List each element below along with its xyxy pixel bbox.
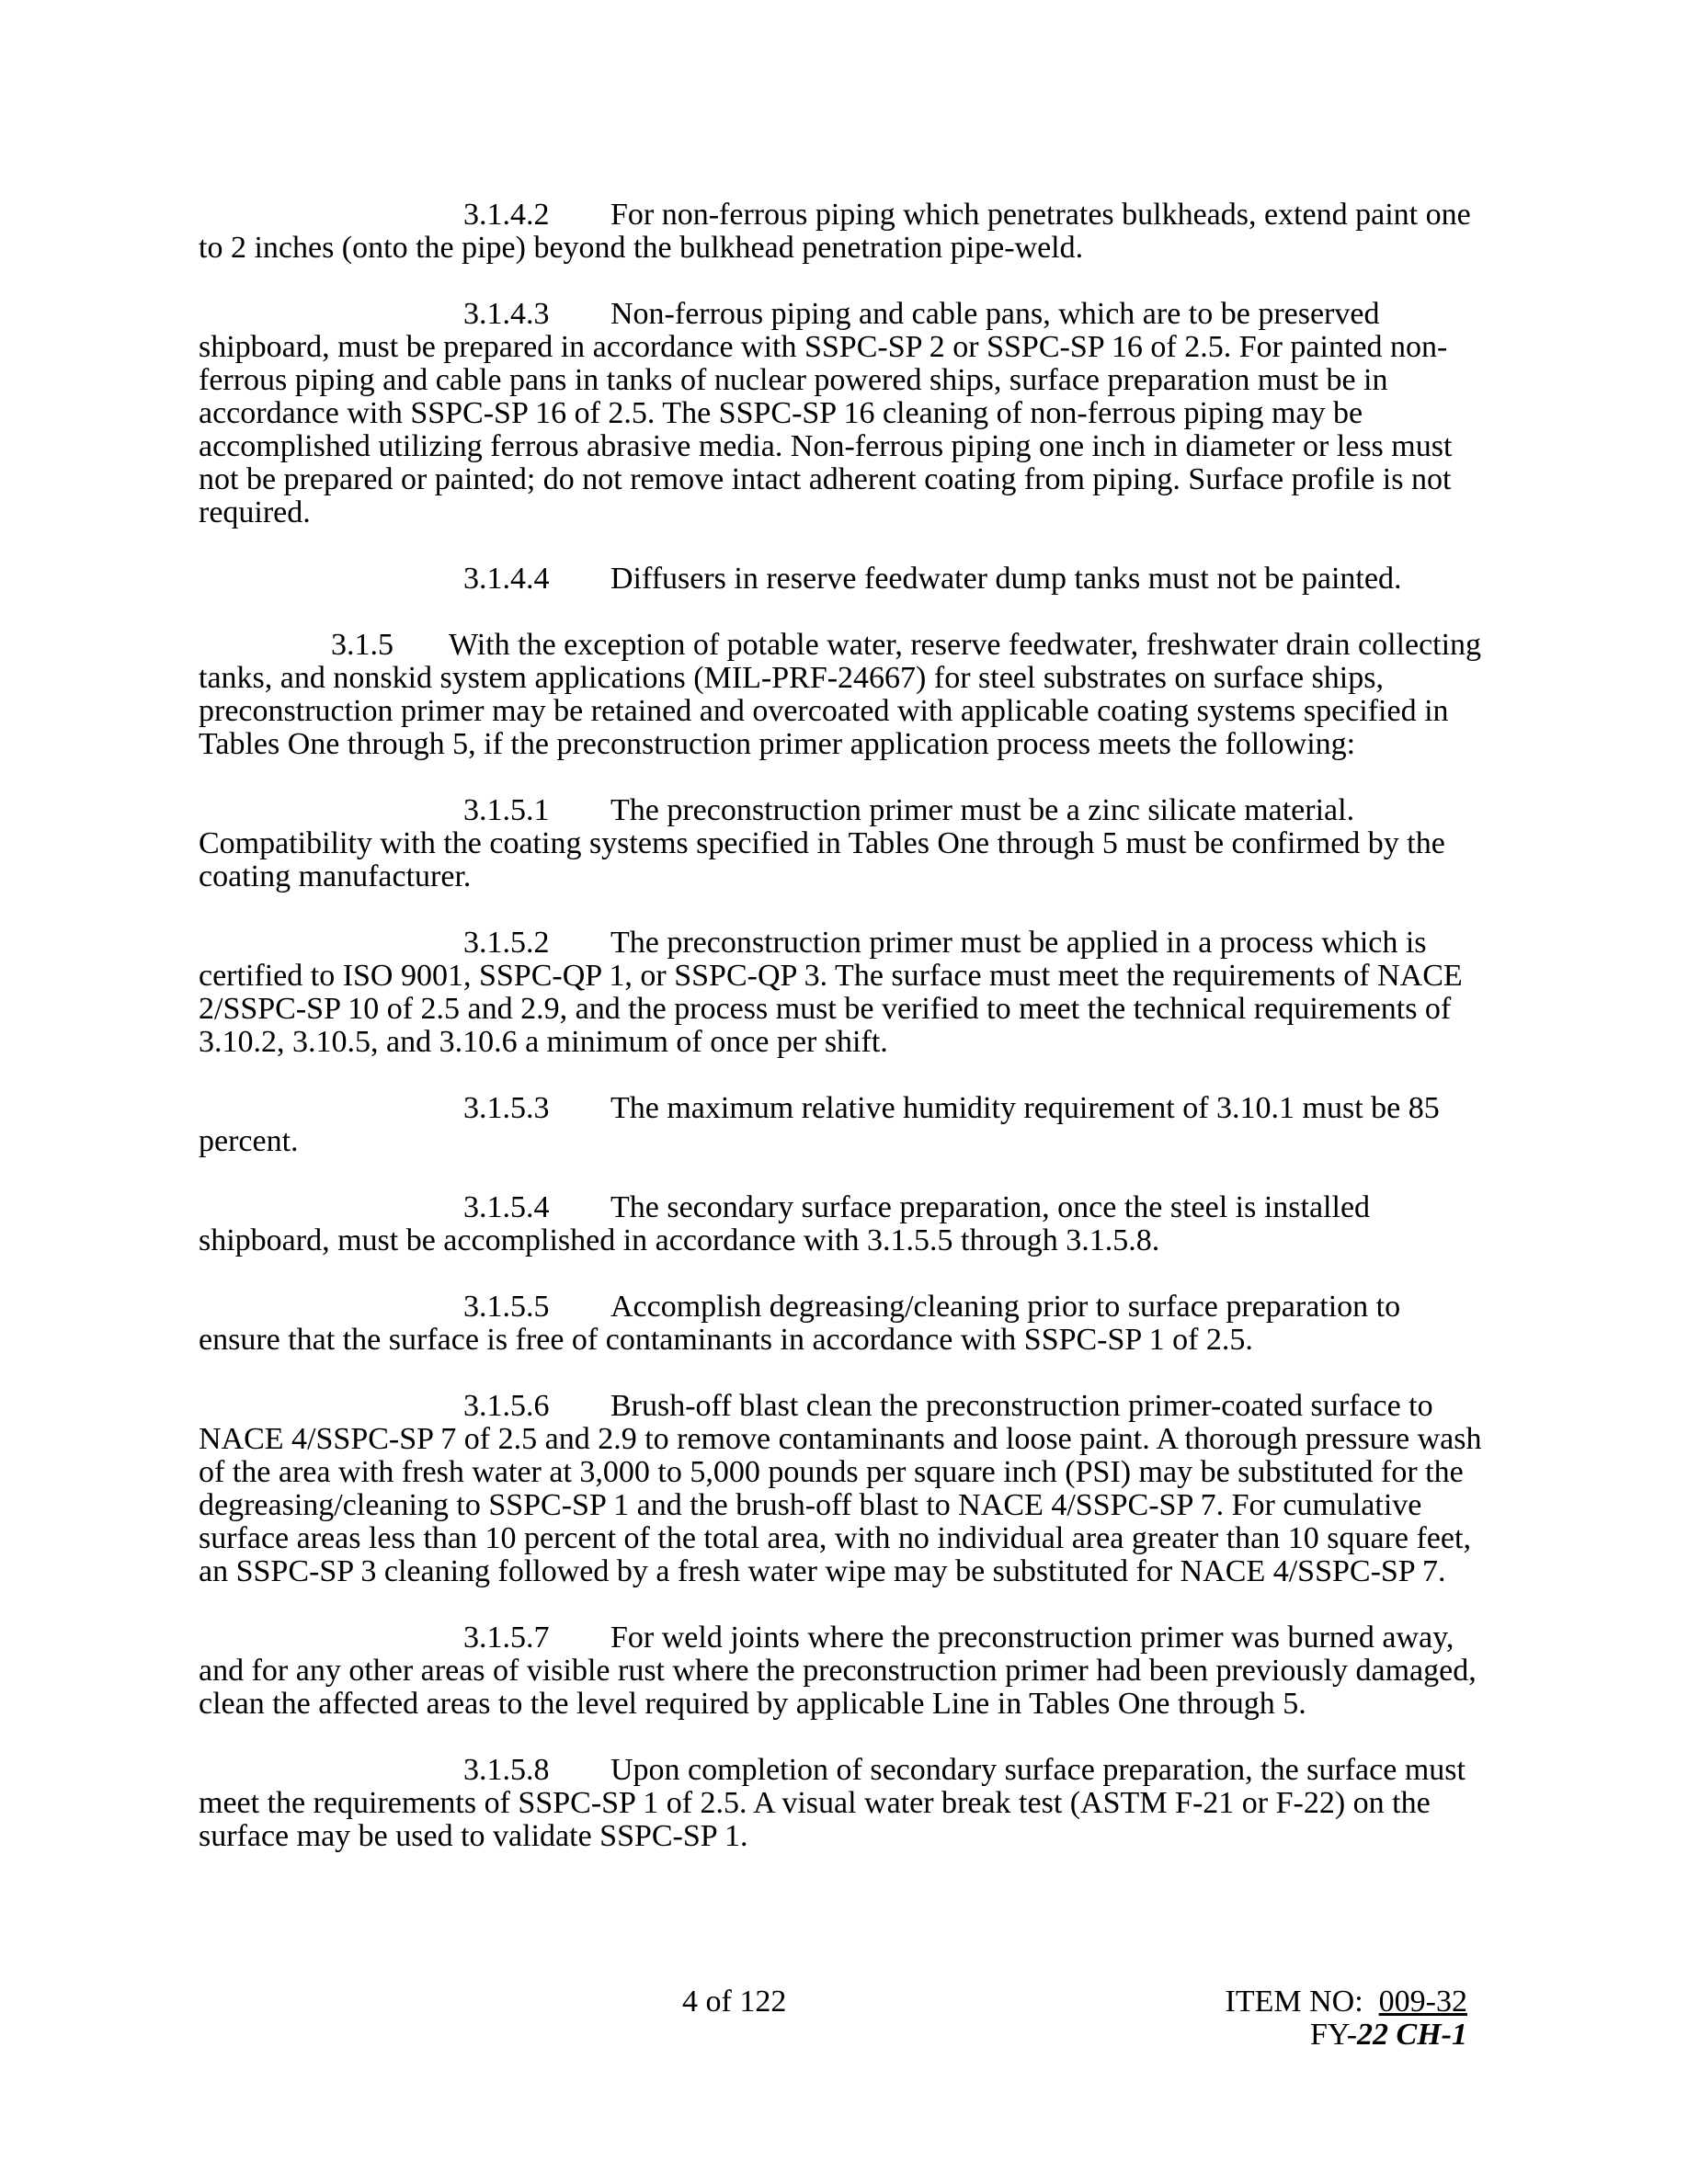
paragraph-3-1-5-6	[199, 1390, 1489, 1588]
paragraph-3-1-5-1	[199, 794, 1489, 893]
paragraph-number: 3.1.5.7	[463, 1621, 550, 1655]
item-number-block	[1226, 1985, 1467, 2052]
paragraph-text: The preconstruction primer must be applied in a process which is certified to ISO 9001, SSPC-QP 1, or SSPC-QP 3. The surface must meet the requirements of NACE 2/SSPC-SP 10 of 2.5 and 2.9, and the process must be verified to meet the technical requirements of 3.10.2, 3.10.5, and 3.10.6 a minimum of once per shift.	[199, 926, 1463, 1059]
paragraph-text: The preconstruction primer must be a zinc silicate material. Compatibility with the coating systems specified in Tables One through 5 must be confirmed by the coating manufacturer.	[199, 793, 1445, 893]
paragraph-text: Non-ferrous piping and cable pans, which are to be preserved shipboard, must be prepared in accordance with SSPC-SP 2 or SSPC-SP 16 of 2.5. For painted non-ferrous piping and cable pans in tanks of nuclear powered ships, surface preparation must be in accordance with SSPC-SP 16 of 2.5. The SSPC-SP 16 cleaning of non-ferrous piping may be accomplished utilizing ferrous abrasive media. Non-ferrous piping one inch in diameter or less must not be prepared or painted; do not remove intact adherent coating from piping. Surface profile is not required.	[199, 297, 1453, 529]
item-number-line	[1226, 1985, 1467, 2019]
paragraph-text: For non-ferrous piping which penetrates bulkheads, extend paint one to 2 inches (onto the pipe) beyond the bulkhead penetration pipe-weld.	[199, 198, 1471, 265]
paragraph-number: 3.1.5.4	[463, 1190, 550, 1224]
paragraph-text: Brush-off blast clean the preconstruction primer-coated surface to NACE 4/SSPC-SP 7 of 2.5 and 2.9 to remove contaminants and loose paint. A thorough pressure wash of the area with fresh water at 3,000 to 5,000 pounds per square inch (PSI) may be substituted for the degreasing/cleaning to SSPC-SP 1 and the brush-off blast to NACE 4/SSPC-SP 7. For cumulative surface areas less than 10 percent of the total area, with no individual area greater than 10 square feet, an SSPC-SP 3 cleaning followed by a fresh water wipe may be substituted for NACE 4/SSPC-SP 7.	[199, 1389, 1482, 1588]
paragraph-text: Upon completion of secondary surface preparation, the surface must meet the requirements of SSPC-SP 1 of 2.5. A visual water break test (ASTM F-21 or F-22) on the surface may be used to validate SSPC-SP 1.	[199, 1753, 1466, 1853]
item-number-value: 009-32	[1378, 1985, 1467, 2019]
item-number-label: ITEM NO:	[1225, 1985, 1379, 2019]
paragraph-3-1-5-5	[199, 1291, 1489, 1357]
paragraph-3-1-5-7	[199, 1621, 1489, 1721]
paragraph-3-1-4-2	[199, 199, 1489, 265]
paragraph-3-1-5-3	[199, 1092, 1489, 1158]
paragraph-number: 3.1.4.4	[463, 562, 550, 596]
paragraph-text: The secondary surface preparation, once the steel is installed shipboard, must be accomplished in accordance with 3.1.5.5 through 3.1.5.8.	[199, 1190, 1371, 1257]
paragraph-number: 3.1.5.3	[463, 1091, 550, 1125]
paragraph-text: The maximum relative humidity requirement of 3.10.1 must be 85 percent.	[199, 1091, 1440, 1158]
paragraph-3-1-5-8	[199, 1754, 1489, 1853]
paragraph-3-1-5	[199, 629, 1489, 761]
paragraph-3-1-4-4	[199, 563, 1489, 596]
paragraph-number: 3.1.5.2	[463, 926, 550, 960]
paragraph-text: For weld joints where the preconstruction primer was burned away, and for any other areas of visible rust where the preconstruction primer had been previously damaged, clean the affected areas to the level required by applicable Line in Tables One through 5.	[199, 1621, 1477, 1721]
fiscal-year-value: 22 CH-1	[1357, 2018, 1467, 2052]
paragraph-3-1-5-2	[199, 927, 1489, 1059]
paragraph-text: Accomplish degreasing/cleaning prior to surface preparation to ensure that the surface is free of contaminants in accordance with SSPC-SP 1 of 2.5.	[199, 1290, 1401, 1357]
paragraph-number: 3.1.4.3	[463, 297, 550, 331]
document-body	[199, 199, 1489, 1886]
fiscal-year-prefix: FY-	[1310, 2018, 1358, 2052]
paragraph-number: 3.1.5	[331, 628, 393, 662]
paragraph-3-1-5-4	[199, 1191, 1489, 1257]
paragraph-number: 3.1.5.6	[463, 1389, 550, 1423]
paragraph-text: With the exception of potable water, reserve feedwater, freshwater drain collecting tanks, and nonskid system applications (MIL-PRF-24667) for steel substrates on surface ships, preconstruction primer may be retained and overcoated with applicable coating systems specified in Tables One through 5, if the preconstruction primer application process meets the following:	[199, 628, 1482, 761]
paragraph-number: 3.1.5.5	[463, 1290, 550, 1324]
paragraph-number: 3.1.4.2	[463, 198, 550, 232]
page-number: 4 of 122	[682, 1985, 787, 2019]
fiscal-year-line	[1226, 2019, 1467, 2052]
paragraph-text: Diffusers in reserve feedwater dump tanks must not be painted.	[610, 562, 1402, 596]
paragraph-3-1-4-3	[199, 298, 1489, 529]
paragraph-number: 3.1.5.8	[463, 1753, 550, 1787]
paragraph-number: 3.1.5.1	[463, 793, 550, 827]
